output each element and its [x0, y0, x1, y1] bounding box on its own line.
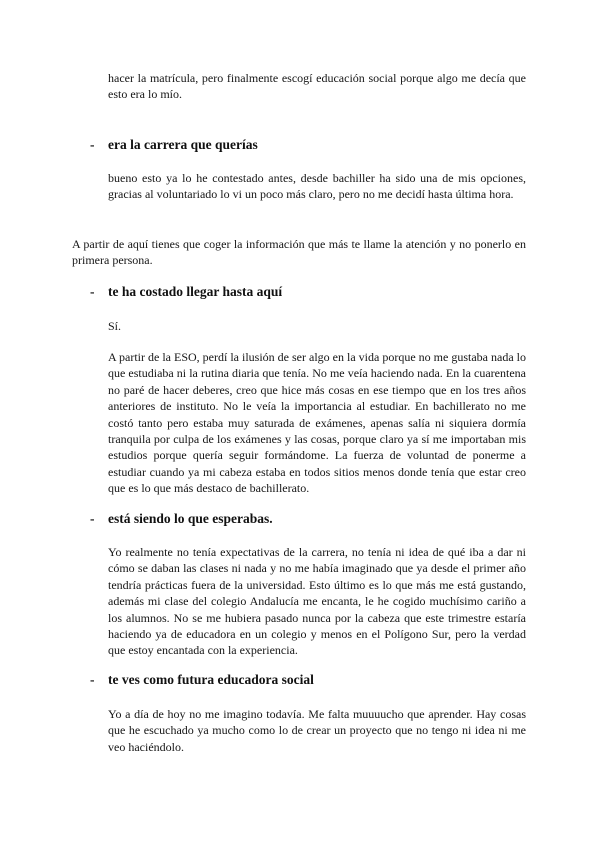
heading-carrera-querias: [90, 137, 258, 153]
paragraph-voluntariado: bueno esto ya lo he contestado antes, desde bachiller ha sido una de mis opciones, gracias al voluntariado lo vi un poco más claro, pero no me decidí hasta última hora.: [108, 171, 526, 202]
paragraph-si: Sí.: [108, 319, 122, 333]
bullet-dash: -: [90, 137, 95, 152]
heading-futura-educadora: [90, 672, 314, 688]
paragraph-instruccion: A partir de aquí tienes que coger la información que más te llame la atención y no ponerlo en primera persona.: [72, 237, 526, 268]
heading-siendo-esperabas: [90, 511, 273, 527]
bullet-dash: -: [90, 672, 95, 687]
paragraph-expectativas: Yo realmente no tenía expectativas de la carrera, no tenía ni idea de qué iba a dar ni cómo se daban las clases ni nada y no me había imaginado que ya desde el primer año tendría prácticas fuera de la universidad. Esto último es lo que más me está gustando, además mi clase del colegio Andalucía me encanta, le he cogido muchísimo cariño a los alumnos. No se me hubiera pasado nunca por la cabeza que este trimestre estaría haciendo ya de educadora en un colegio y menos en el Polígono Sur, pero la verdad que estoy encantada con la experiencia.: [108, 545, 526, 658]
paragraph-matricula: hacer la matrícula, pero finalmente escogí educación social porque algo me decía que esto era lo mío.: [108, 71, 526, 102]
heading-text: te ha costado llegar hasta aquí: [108, 284, 283, 299]
heading-text: era la carrera que querías: [108, 137, 258, 152]
heading-costado-llegar: [90, 284, 282, 300]
heading-text: te ves como futura educadora social: [108, 672, 314, 687]
bullet-dash: -: [90, 511, 95, 526]
paragraph-eso-bachillerato: A partir de la ESO, perdí la ilusión de ser algo en la vida porque no me gustaba nada lo que estudiaba ni la rutina diaria que tenía. No me veía haciendo nada. En la cuarentena no paré de hacer deberes, creo que hice más cosas en ese tiempo que en los tres años anteriores de instituto. No le veía la importancia al estudiar. En bachillerato no me costó tanto pero estaba muy saturada de exámenes, apenas salía ni siquiera dormía tranquila por culpa de los exámenes y las cosas, porque claro ya sí me importaban mis estudios porque quería seguir formándome. La fuerza de voluntad de ponerme a estudiar cuando ya mi cabeza estaba en todos sitios menos donde tenía que estar creo que es lo que más destaco de bachillerato.: [108, 350, 526, 496]
paragraph-dia-de-hoy: Yo a día de hoy no me imagino todavía. Me falta muuuucho que aprender. Hay cosas que he escuchado ya mucho como lo de crear un proyecto que no tengo ni idea ni me veo haciéndolo.: [108, 707, 526, 754]
heading-text: está siendo lo que esperabas.: [108, 511, 273, 526]
bullet-dash: -: [90, 284, 95, 299]
